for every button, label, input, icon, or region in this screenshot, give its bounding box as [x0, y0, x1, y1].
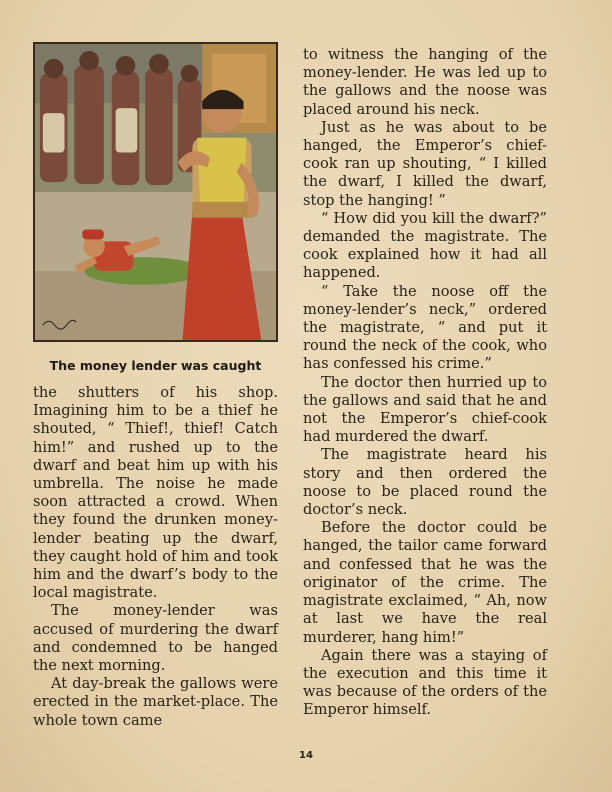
paragraph: The money-lender was accused of murdering the dwarf and condemned to be hanged the next morning.	[33, 602, 278, 675]
illustration-art	[35, 44, 276, 340]
paragraph: Just as he was about to be hanged, the Emperor’s chief-cook ran up shouting, “ I killed the dwarf, I killed the dwarf, stop the hanging! ”	[303, 118, 547, 209]
paragraph: “ Take the noose off the money-lender’s neck,” ordered the magistrate, “ and put it round the neck of the cook, who has confessed his crime.”	[303, 282, 547, 373]
paragraph: Before the doctor could be hanged, the tailor came forward and confessed that he was the originator of the crime. The magistrate exclaimed, “ Ah, now at last we have the real murderer, hang him!”	[303, 519, 547, 646]
paragraph: to witness the hanging of the money-lender. He was led up to the gallows and the noose was placed around his neck.	[303, 46, 547, 118]
left-text-column	[33, 384, 278, 730]
paragraph: the shutters of his shop. Imagining him to be a thief he shouted, “ Thief!, thief! Catch him!” and rushed up to the dwarf and beat him up with his umbrella. The noise he made soon attracted a crowd. When they found the drunken money-lender beating up the dwarf, they caught hold of him and took him and the dwarf’s body to the local magistrate.	[33, 384, 278, 602]
right-text-column	[303, 46, 547, 720]
paragraph: Again there was a staying of the execution and this time it was because of the orders of the Emperor himself.	[303, 646, 547, 719]
paragraph: “ How did you kill the dwarf?” demanded the magistrate. The cook explained how it had all happened.	[303, 209, 547, 282]
paragraph: The magistrate heard his story and then ordered the noose to be placed round the doctor’s neck.	[303, 446, 547, 519]
paragraph: At day-break the gallows were erected in the market-place. The whole town came	[33, 675, 278, 729]
page-number: 14	[299, 750, 313, 761]
paragraph: The doctor then hurried up to the gallows and said that he and not the Emperor’s chief-cook had murdered the dwarf.	[303, 373, 547, 446]
illustration-caption: The money lender was caught	[49, 358, 262, 373]
story-illustration	[33, 42, 278, 342]
